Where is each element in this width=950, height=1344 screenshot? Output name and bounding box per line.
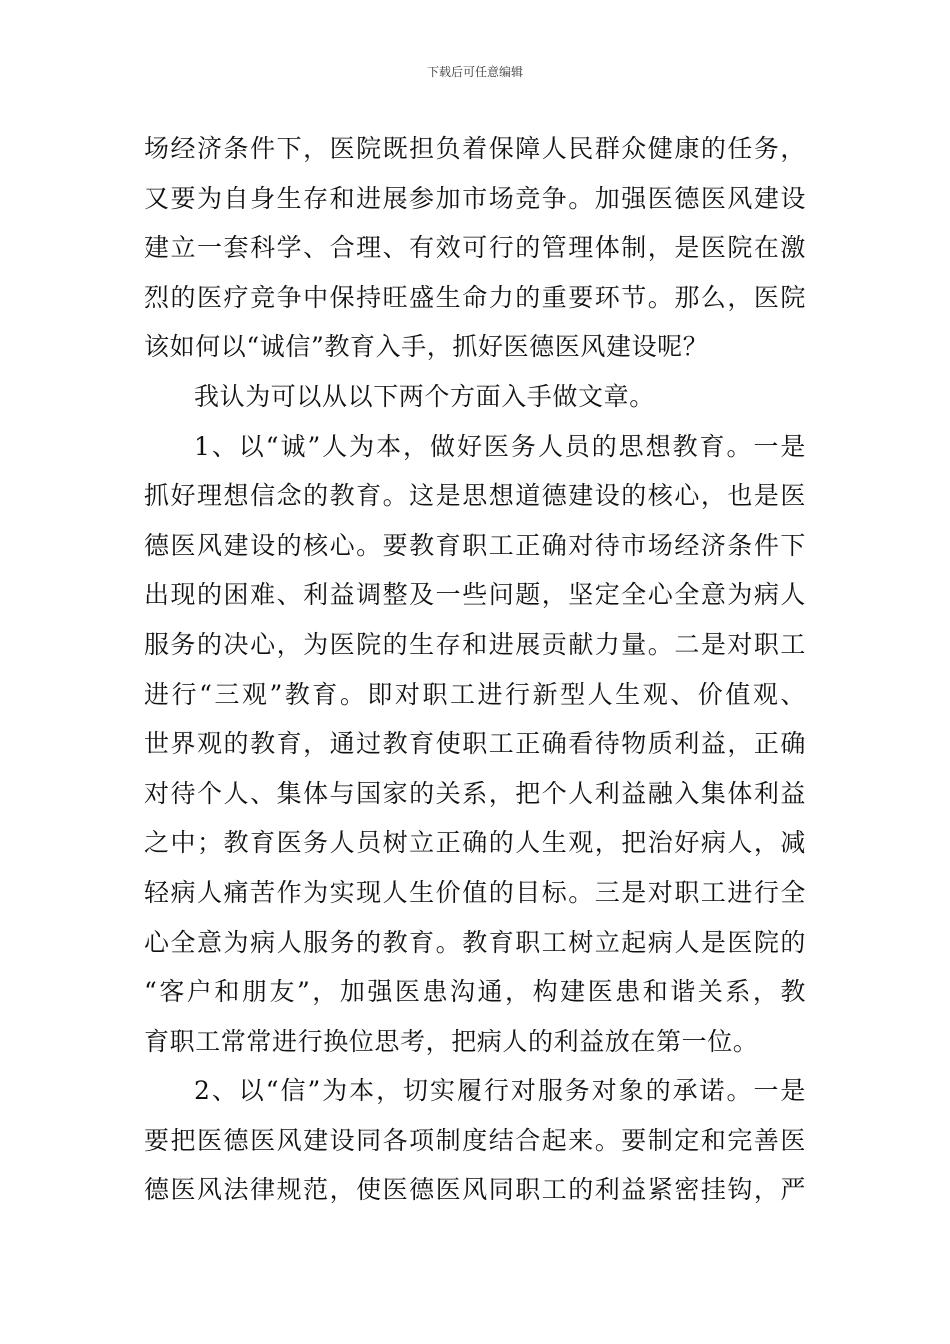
text-line: 建立一套科学、合理、有效可行的管理体制，是医院在激 bbox=[144, 233, 806, 263]
text-line: 要把医德医风建设同各项制度结合起来。要制定和完善医 bbox=[144, 1125, 806, 1155]
text-line: 育职工常常进行换位思考，把病人的利益放在第一位。 bbox=[144, 1026, 759, 1056]
text-line: 烈的医疗竞争中保持旺盛生命力的重要环节。那么，医院 bbox=[144, 282, 806, 312]
paragraph bbox=[144, 422, 806, 1067]
text-line: 之中；教育医务人员树立正确的人生观，把治好病人，减 bbox=[144, 828, 806, 858]
text-line: “客户和朋友”，加强医患沟通，构建医患和谐关系，教 bbox=[144, 977, 806, 1007]
text-line: 服务的决心，为医院的生存和进展贡献力量。二是对职工 bbox=[144, 629, 806, 659]
paragraph bbox=[144, 124, 806, 372]
text-line: 德医风建设的核心。要教育职工正确对待市场经济条件下 bbox=[144, 530, 806, 560]
text-line: 该如何以“诚信”教育入手，抓好医德医风建设呢？ bbox=[144, 332, 709, 362]
text-line: 心全意为病人服务的教育。教育职工树立起病人是医院的 bbox=[144, 927, 806, 957]
text-line: 进行“三观”教育。即对职工进行新型人生观、价值观、 bbox=[144, 679, 806, 709]
text-line: 出现的困难、利益调整及一些问题，坚定全心全意为病人 bbox=[144, 580, 806, 610]
text-line: 轻病人痛苦作为实现人生价值的目标。三是对职工进行全 bbox=[144, 877, 806, 907]
document-body bbox=[144, 124, 806, 1215]
text-line: 抓好理想信念的教育。这是思想道德建设的核心，也是医 bbox=[144, 481, 806, 511]
paragraph bbox=[144, 372, 806, 422]
text-line: 1、以“诚”人为本，做好医务人员的思想教育。一是 bbox=[194, 431, 806, 461]
paragraph bbox=[144, 1066, 806, 1215]
text-line: 德医风法律规范，使医德医风同职工的利益紧密挂钩，严 bbox=[144, 1175, 806, 1205]
text-line: 世界观的教育，通过教育使职工正确看待物质利益，正确 bbox=[144, 729, 806, 759]
text-line: 2、以“信”为本，切实履行对服务对象的承诺。一是 bbox=[194, 1076, 806, 1106]
text-line: 对待个人、集体与国家的关系，把个人利益融入集体利益 bbox=[144, 778, 806, 808]
text-line: 又要为自身生存和进展参加市场竞争。加强医德医风建设 bbox=[144, 183, 806, 213]
text-line: 场经济条件下，医院既担负着保障人民群众健康的任务， bbox=[144, 134, 806, 163]
page-header: 下载后可任意编辑 bbox=[426, 65, 523, 79]
text-line: 我认为可以从以下两个方面入手做文章。 bbox=[194, 381, 655, 411]
